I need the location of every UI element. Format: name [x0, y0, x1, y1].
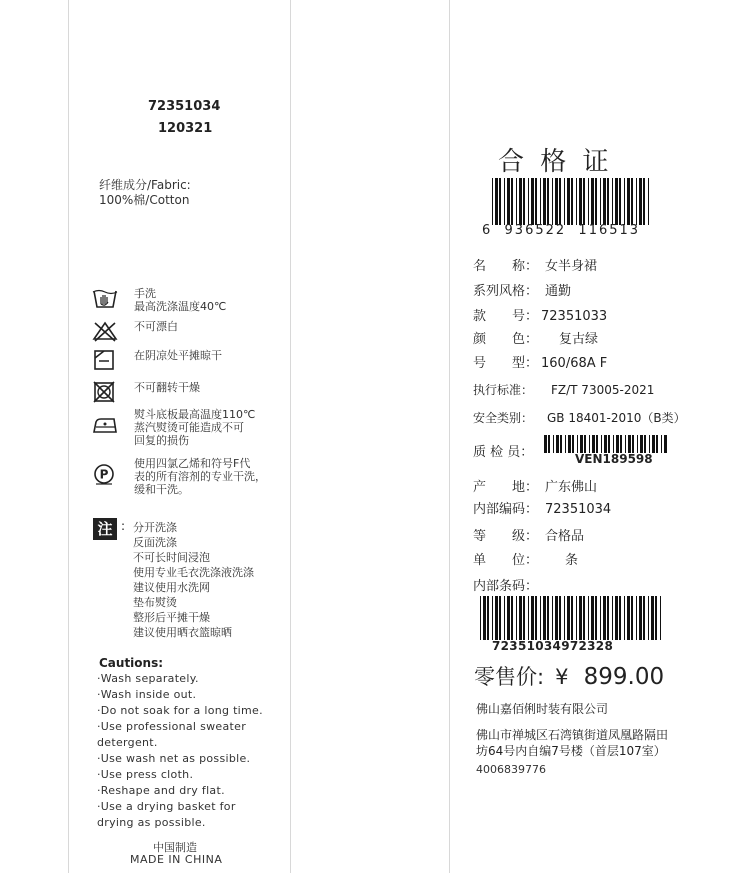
barcode-bar — [492, 596, 493, 640]
barcode-bar — [624, 596, 625, 640]
barcode-bar — [504, 178, 505, 225]
barcode-bar — [636, 178, 637, 225]
barcode-bar — [523, 596, 525, 640]
barcode-bar — [596, 435, 598, 453]
barcode-bar — [528, 596, 529, 640]
barcode-bar — [656, 435, 658, 453]
barcode-bar — [631, 596, 633, 640]
barcode-bar — [544, 435, 547, 453]
barcode-bar — [615, 596, 618, 640]
barcode-bar — [595, 178, 597, 225]
caution-item: ·Use a drying basket for — [97, 800, 236, 813]
barcode-bar — [615, 178, 618, 225]
barcode-bar — [661, 435, 662, 453]
barcode-bar — [531, 178, 534, 225]
barcode-bar — [540, 178, 541, 225]
barcode-bar — [583, 596, 585, 640]
barcode-bar — [616, 435, 619, 453]
price-currency: ¥ — [555, 665, 569, 689]
barcode-bar — [547, 178, 549, 225]
barcode-bar — [603, 178, 606, 225]
made-in-china-cn: 中国制造 — [153, 841, 197, 854]
barcode-bar — [547, 596, 549, 640]
care-row-dry-flat — [92, 349, 222, 371]
no-bleach-icon — [92, 320, 118, 342]
cautions-list — [97, 671, 263, 831]
field-internal-code: 内部编码： 72351034 — [473, 502, 612, 517]
made-in-china-en: MADE IN CHINA — [130, 853, 223, 866]
barcode-bar — [511, 596, 513, 640]
barcode-bar — [528, 178, 529, 225]
barcode-bar — [639, 178, 642, 225]
care-text-line: 蒸汽熨烫可能造成不可 — [134, 421, 244, 434]
barcode-bar — [543, 596, 546, 640]
caution-item: ·Wash inside out. — [97, 688, 197, 701]
barcode-bar — [565, 435, 566, 453]
barcode-bar — [507, 178, 510, 225]
barcode-bar — [631, 178, 633, 225]
barcode-bar — [572, 435, 574, 453]
care-text-line: 表的所有溶剂的专业干洗， — [134, 470, 266, 483]
company-name: 佛山嘉佰俐时装有限公司 — [476, 702, 609, 716]
inspector-barcode — [544, 435, 670, 453]
barcode-bar — [607, 178, 609, 225]
cautions-title: Cautions: — [99, 656, 164, 670]
inspector-code: VEN189598 — [575, 452, 653, 466]
barcode-bar — [492, 178, 493, 225]
barcode-bar — [625, 435, 626, 453]
note-item: 分开洗涤 — [133, 521, 177, 534]
barcode-bar — [523, 178, 525, 225]
field-color: 颜 色： 复古绿 — [473, 332, 599, 347]
barcode-bar — [588, 178, 589, 225]
barcode-bar — [553, 435, 554, 453]
care-row-dry-clean — [92, 457, 266, 496]
hand-wash-icon — [92, 287, 118, 309]
barcode-bar — [591, 596, 594, 640]
barcode-bar — [612, 178, 613, 225]
barcode-bar — [649, 435, 650, 453]
barcode-bar — [579, 178, 582, 225]
barcode-bar — [499, 178, 501, 225]
barcode-bar — [507, 596, 510, 640]
care-text-line: 缓和干洗。 — [134, 483, 189, 496]
left-divider — [68, 0, 69, 873]
care-text-line: 熨斗底板最高温度110℃ — [134, 408, 256, 421]
field-style-no: 款 号： 72351033 — [473, 309, 608, 324]
note-item: 使用专业毛衣洗涤液洗涤 — [133, 566, 254, 579]
middle-divider — [449, 0, 450, 873]
care-text-line: 不可翻转干燥 — [134, 381, 200, 394]
barcode-bar — [607, 596, 609, 640]
note-badge: 注 — [93, 518, 117, 540]
certificate-title: 合 格 证 — [498, 147, 613, 177]
barcode-bar — [552, 178, 553, 225]
barcode-bar — [576, 178, 577, 225]
barcode-bar — [483, 596, 486, 640]
barcode-bar — [637, 435, 638, 453]
barcode-bar — [504, 596, 505, 640]
barcode-bar — [583, 178, 585, 225]
barcode-bar — [619, 596, 621, 640]
barcode-bar — [664, 435, 667, 453]
barcode-bar — [555, 178, 558, 225]
barcode-bar — [555, 596, 558, 640]
caution-item: ·Use wash net as possible. — [97, 752, 251, 765]
field-name: 名 称： 女半身裙 — [473, 259, 598, 274]
barcode-bar — [567, 178, 570, 225]
barcode-bar — [624, 178, 625, 225]
barcode-bar — [548, 435, 550, 453]
barcode-bar — [487, 596, 489, 640]
caution-item: ·Reshape and dry flat. — [97, 784, 225, 797]
barcode-bar — [560, 435, 562, 453]
barcode-bar — [516, 178, 517, 225]
note-item: 不可长时间浸泡 — [133, 551, 210, 564]
note-item: 整形后平摊干燥 — [133, 611, 210, 624]
care-row-no-bleach — [92, 320, 178, 342]
field-unit: 单 位： 条 — [473, 553, 579, 568]
barcode-bar — [540, 596, 541, 640]
barcode-bar — [604, 435, 607, 453]
barcode-bar — [577, 435, 578, 453]
barcode-bar — [564, 178, 565, 225]
no-tumble-dry-icon — [92, 381, 118, 403]
price-value: 899.00 — [583, 664, 665, 690]
barcode-bar — [579, 596, 582, 640]
care-text-line: 在阴凉处平摊晾干 — [134, 349, 222, 362]
company-address-line1: 佛山市禅城区石湾镇街道凤凰路隔田 — [476, 728, 669, 742]
barcode-bar — [652, 435, 655, 453]
barcode-bar — [612, 596, 613, 640]
inspector-label: 质 检 员： — [473, 445, 534, 460]
barcode-bar — [648, 178, 649, 225]
internal-barcode — [480, 596, 663, 640]
care-row-hand-wash — [92, 287, 226, 313]
barcode-bar — [584, 435, 586, 453]
barcode-bar — [660, 596, 661, 640]
care-row-no-tumble — [92, 381, 200, 403]
fabric-value: 100%棉/Cotton — [99, 193, 190, 207]
barcode-bar — [613, 435, 614, 453]
barcode-bar — [556, 435, 559, 453]
caution-item: ·Use professional sweater — [97, 720, 247, 733]
barcode-bar — [580, 435, 583, 453]
barcode-bar — [628, 435, 631, 453]
barcode-bar — [516, 596, 517, 640]
barcode-bar — [519, 178, 522, 225]
barcode-bar — [519, 596, 522, 640]
barcode-bar — [627, 596, 630, 640]
barcode-bar — [640, 435, 643, 453]
barcode-bar — [531, 596, 534, 640]
barcode-bar — [648, 596, 649, 640]
field-size: 号 型： 160/68A F — [473, 356, 608, 371]
fabric-label: 纤维成分/Fabric: — [99, 178, 191, 192]
barcode-bar — [595, 596, 597, 640]
note-item: 建议使用水洗网 — [133, 581, 210, 594]
care-row-iron — [92, 408, 255, 447]
company-address-line2: 坊64号内自编7号楼（首层107室） — [476, 744, 666, 758]
style-code: 72351034 — [148, 99, 221, 114]
barcode-bar — [571, 178, 573, 225]
note-item: 反面洗涤 — [133, 536, 177, 549]
barcode-bar — [511, 178, 513, 225]
barcode-bar — [632, 435, 634, 453]
barcode-bar — [651, 596, 654, 640]
notes-list — [133, 520, 254, 640]
barcode-bar — [601, 435, 602, 453]
barcode-bar — [592, 435, 595, 453]
field-origin: 产 地： 广东佛山 — [473, 480, 598, 495]
batch-code: 120321 — [158, 121, 213, 136]
internal-barcode-digits: 72351034972328 — [492, 639, 614, 653]
field-safety: 安全类别： GB 18401-2010（B类） — [473, 411, 686, 425]
barcode-bar — [535, 596, 537, 640]
barcode-bar — [619, 178, 621, 225]
caution-item: ·Do not soak for a long time. — [97, 704, 263, 717]
barcode-bar — [608, 435, 610, 453]
barcode-bar — [655, 596, 657, 640]
note-colon: : — [121, 519, 126, 533]
note-item: 建议使用晒衣篮晾晒 — [133, 626, 232, 639]
caution-item: ·Wash separately. — [97, 672, 199, 685]
note-item: 垫布熨烫 — [133, 596, 177, 609]
product-barcode — [492, 178, 652, 225]
field-grade: 等 级： 合格品 — [473, 529, 585, 544]
barcode-bar — [644, 435, 646, 453]
caution-item: detergent. — [97, 736, 158, 749]
barcode-bar — [591, 178, 594, 225]
product-barcode-digits: 6 936522 116513 — [482, 223, 641, 238]
price-label: 零售价: — [474, 665, 545, 689]
caution-item: drying as possible. — [97, 816, 206, 829]
barcode-bar — [600, 178, 601, 225]
barcode-bar — [495, 596, 498, 640]
retail-price — [474, 661, 664, 691]
barcode-bar — [589, 435, 590, 453]
barcode-bar — [588, 596, 589, 640]
barcode-bar — [639, 596, 642, 640]
barcode-bar — [571, 596, 573, 640]
dry-flat-shade-icon — [92, 349, 118, 371]
iron-110-icon — [92, 413, 118, 435]
company-phone: 4006839776 — [476, 763, 546, 776]
barcode-bar — [480, 596, 481, 640]
barcode-bar — [564, 596, 565, 640]
care-text-line: 回复的损伤 — [134, 434, 189, 447]
barcode-bar — [568, 435, 571, 453]
care-text-line: 手洗 — [134, 287, 156, 300]
barcode-bar — [576, 596, 577, 640]
caution-item: ·Use press cloth. — [97, 768, 194, 781]
dry-clean-p-icon — [92, 463, 118, 485]
barcode-bar — [636, 596, 637, 640]
care-text-line: 最高洗涤温度40℃ — [134, 300, 227, 313]
barcode-bar — [543, 178, 546, 225]
svg-text:P: P — [99, 467, 109, 482]
internal-barcode-label: 内部条码： — [473, 579, 539, 594]
barcode-bar — [499, 596, 501, 640]
field-standard: 执行标准： FZ/T 73005-2021 — [473, 383, 655, 397]
barcode-bar — [535, 178, 537, 225]
barcode-bar — [643, 596, 645, 640]
barcode-bar — [600, 596, 601, 640]
barcode-bar — [495, 178, 498, 225]
care-text-line: 使用四氯乙烯和符号F代 — [134, 457, 251, 470]
center-divider — [290, 0, 291, 873]
field-series-style: 系列风格： 通勤 — [473, 284, 572, 299]
barcode-bar — [620, 435, 622, 453]
barcode-bar — [603, 596, 606, 640]
care-text-line: 不可漂白 — [134, 320, 178, 333]
barcode-bar — [627, 178, 630, 225]
barcode-bar — [567, 596, 570, 640]
barcode-bar — [559, 596, 561, 640]
barcode-bar — [552, 596, 553, 640]
barcode-bar — [643, 178, 645, 225]
barcode-bar — [559, 178, 561, 225]
